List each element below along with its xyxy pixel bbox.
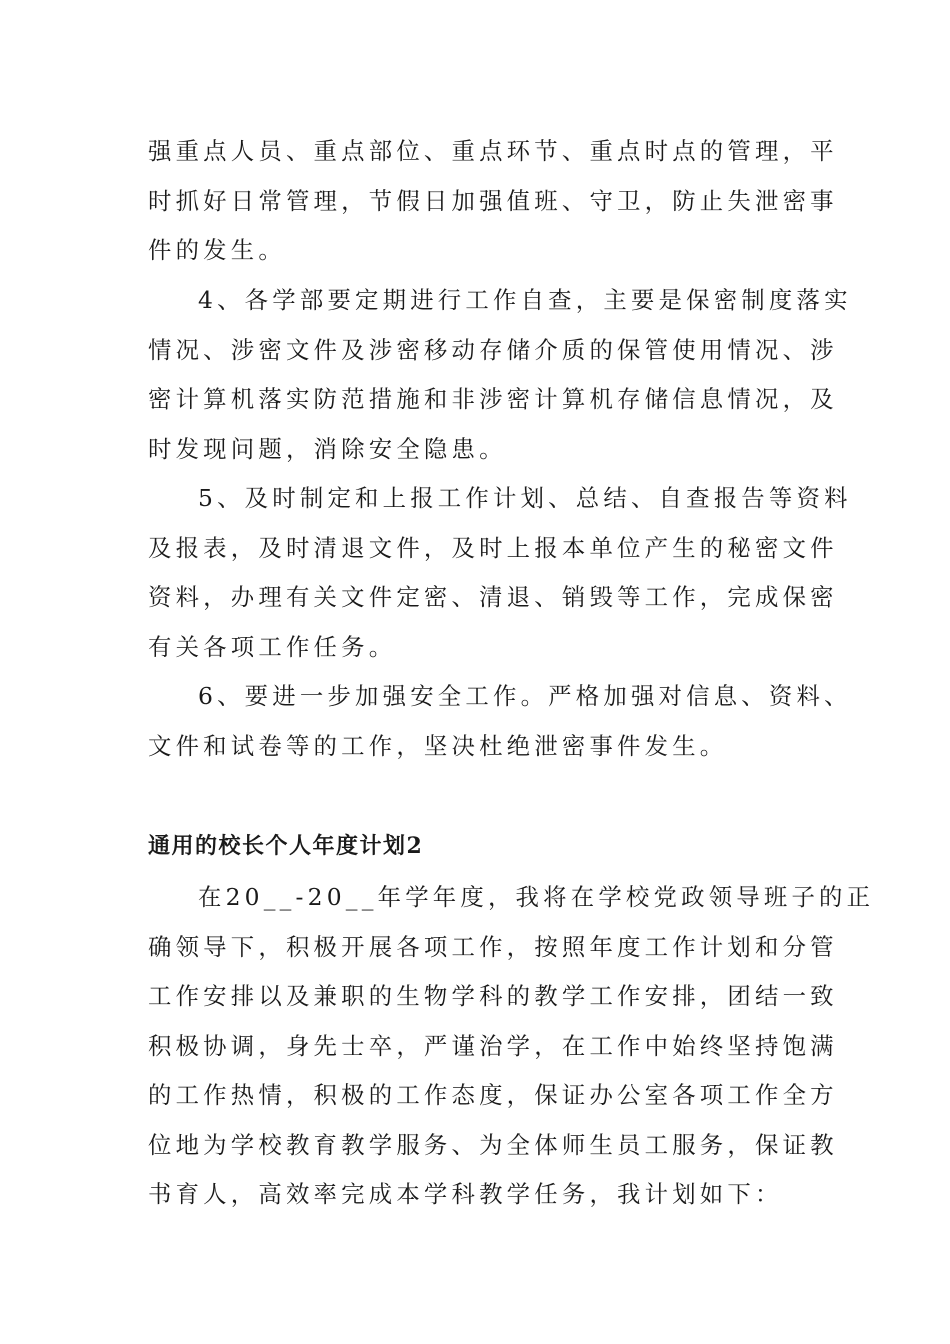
text-line: 时抓好日常管理，节假日加强值班、守卫，防止失泄密事 [148,186,838,215]
text-line: 位地为学校教育教学服务、为全体师生员工服务，保证教 [148,1130,838,1159]
text-line: 及报表，及时清退文件，及时上报本单位产生的秘密文件 [148,533,838,562]
text-line: 时发现问题，消除安全隐患。 [148,434,507,463]
text-line: 积极协调，身先士卒，严谨治学，在工作中始终坚持饱满 [148,1031,838,1060]
text-line: 强重点人员、重点部位、重点环节、重点时点的管理，平 [148,137,838,165]
text-line: 资料，办理有关文件定密、清退、销毁等工作，完成保密 [148,583,838,611]
text-line: 工作安排以及兼职的生物学科的教学工作安排，团结一致 [148,982,838,1010]
text-line: 5、及时制定和上报工作计划、总结、自查报告等资料 [198,484,852,512]
text-line: 4、各学部要定期进行工作自查，主要是保密制度落实 [198,286,852,314]
section-heading: 通用的校长个人年度计划2 [148,833,424,859]
text-line: 在20__-20__年学年度，我将在学校党政领导班子的正 [198,883,875,911]
text-line: 6、要进一步加强安全工作。严格加强对信息、资料、 [198,682,852,710]
text-line: 情况、涉密文件及涉密移动存储介质的保管使用情况、涉 [148,335,838,364]
text-line: 有关各项工作任务。 [148,632,397,661]
text-line: 确领导下，积极开展各项工作，按照年度工作计划和分管 [148,932,838,961]
text-line: 书育人，高效率完成本学科教学任务，我计划如下： [148,1180,783,1208]
text-line: 文件和试卷等的工作，坚决杜绝泄密事件发生。 [148,731,728,760]
text-line: 件的发生。 [148,236,286,264]
text-line: 密计算机落实防范措施和非涉密计算机存储信息情况，及 [148,385,838,413]
text-line: 的工作热情，积极的工作态度，保证办公室各项工作全方 [148,1081,838,1109]
